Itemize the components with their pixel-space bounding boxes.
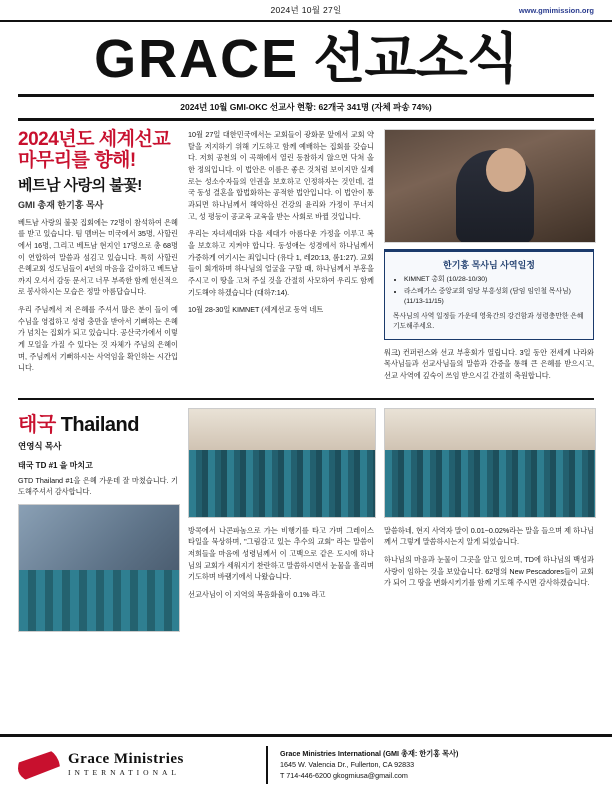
pastor-schedule-list [393,275,585,308]
thailand-title-kr: 태국 [18,413,56,436]
thailand-column-middle [188,408,374,632]
footer [0,734,612,792]
lead-headline-line1: 2024년도 세계선교 [18,129,171,150]
thailand-photo-secondary [18,504,180,632]
paragraph: 10월 28-30일 KIMNET (세계선교 동역 네트 [188,305,324,315]
lead-column-middle [188,129,374,388]
footer-address [280,748,458,781]
paragraph: 하나님의 마음과 눈물이 그곳을 알고 있으며, TD에 하나님의 백성과 사랑이 임하는 것을 보았습니다. 62명의 New Pescadores들이 교회가 되어 그 땅을 변화시키기를 함께 기도해 주시면 감사하겠습니다. [384,554,594,588]
paragraph: 워크) 컨퍼런스와 선교 부흥회가 열립니다. 3일 동안 전세계 나라와 목사님들과 선교사님들의 말씀과 간증을 통해 큰 은혜를 받으시고, 선교 사역에 깊숙이 쓰임 받으시길 간절히 축원합니다. [384,347,594,380]
masthead-title [18,29,594,89]
pastor-schedule-box [384,249,594,340]
pastor-schedule-title: 한기홍 목사님 사역일정 [443,260,535,270]
paragraph: GTD Thailand #1을 은혜 가운데 잘 마쳤습니다. 기도해주셔서 감사합니다. [18,475,178,497]
thailand-group-photo-2 [384,408,596,518]
footer-logo [18,747,254,783]
lead-body-middle [188,129,374,316]
thailand-title-en: Thailand [60,413,139,436]
website-url[interactable]: www.gmimission.org [518,5,594,15]
footer-logo-text [68,752,184,777]
paragraph: 10월 27일 대한민국에서는 교회들이 광화문 앞에서 교회 약탈을 저지하기 위해 기도하고 함께 예배하는 집회를 갖습니다. 저희 공천의 이 곡해에서 열린 동참하지 않으면 닥쳐 올 한 정의입니다. 이 법안은 이름은 좋은 것처럼 보이지만 실제로는 성소수자들의 인권을 보호하고 인정하자는 것인데, 결국 동성 결혼을 합법화하는 공적한 법안입니다. 이 법안이 통과되면 하나님께서 해악하신 건강의 윤리와 가정이 무너지고, 성 평등이 공교육 교육을 받는 사회로 바뀔 것입니다. [188,130,374,221]
swoosh-shape [18,747,60,783]
main-content [0,121,612,388]
issue-date: 2024년 10월 27일 [270,5,342,15]
thailand-column-right [384,408,594,632]
list-item: • KIMNET 총회 (10/28-10/30) [404,275,585,285]
thailand-article [0,400,612,632]
paragraph: 선교사님이 이 지역의 복음화율이 0.1% 라고 [188,589,326,599]
lead-subhead: 베트남 사랑의 불꽃! [18,176,142,194]
lead-body-left [18,217,178,375]
masthead-subtitle: 2024년 10월 GMI-OKC 선교사 현황: 62개국 341명 (자체 파송 74%) [18,97,594,121]
footer-address-line1: Grace Ministries International (GMI 총재: 한기홍 목사) [280,748,459,758]
masthead-title-kr: 선교소식 [313,29,518,89]
grace-swoosh-icon [18,747,60,783]
thailand-group-photo [188,408,376,518]
pastor-schedule-note: 목사님의 사역 일정들 가운데 영육간의 강건함과 성령충만한 은혜 기도해주세요. [393,312,584,331]
lead-column-right [384,129,594,388]
lead-headline [18,129,178,172]
lead-column-left [18,129,178,388]
lead-headline-line2: 마무리를 향해! [18,150,136,172]
thailand-subhead: 태국 TD #1 을 마치고 [18,460,93,470]
footer-logo-line2: INTERNATIONAL [68,767,180,777]
paragraph: 베트남 사랑의 불꽃 집회에는 72명이 참석하여 은혜를 받고 있습니다. 팀 멤버는 미국에서 35명, 사할린에서 16명, 그리고 베트남 현지인 17명으로 총 68명이 연합하여 말씀과 섬김고 있습니다. 특히 사할린 은혜교회 성도님들이 4년의 마음을 같이하고 베트남까지 오셔서 감동 문서고 너무 부족한 함께 헌신적으로 봉사하시는 모습은 정말 아름답습니다. [18,217,178,297]
paragraph: 우리는 자녀세대와 다음 세대가 아름다운 가정을 이루고 복을 보호하고 지켜야 합니다. 동성애는 성경에서 하나님께서 가증하게 여기시는 죄입니다 (유다 1, 레20:13, 롬1:27). 교회들이 회개하며 하나님의 얼굴을 구할 때, 하나님께서 부흥을 주시고 이 땅을 고쳐 주실 것을 간절히 사모하여 우리도 함께 기도해야 하겠습니다 (대하7:14). [188,229,374,297]
thailand-byline: 연영식 목사 [18,440,62,451]
footer-logo-line1: Grace Ministries [68,751,184,768]
paragraph: 우리 주님께서 저 은혜를 주셔서 많은 분이 들이 예수님을 영접하고 성령 충만을 받아서 기뻐하는 은혜가 넘치는 집회가 되고 있습니다. 공산국가에서 이렇게 모일을 가질 수 있다는 것 자체가 주님의 은혜이며, 주님께서 기뻐하시는 사역임을 확인하는 시간입니다. [18,305,178,373]
paragraph: 말씀하네, 현지 사역자 말이 0.01~0.02%라는 말을 들으며 제 하나님께서 그렇게 말씀하시는지 알게 되었습니다. [384,525,594,547]
thailand-title [18,408,178,437]
photo-crowd [189,450,375,517]
lead-byline: GMI 총재 한기홍 목사 [18,199,104,210]
top-bar [0,0,612,22]
footer-address-line3[interactable]: T 714-446-6200 gkogmiusa@gmail.com [280,771,408,781]
footer-address-line2: 1645 W. Valencia Dr., Fullerton, CA 92833 [280,759,415,769]
pastor-photo [384,129,596,243]
masthead-title-en: GRACE [94,29,300,89]
thailand-body-right [384,525,594,589]
thailand-intro [18,475,178,498]
lead-body-right [384,347,594,382]
thailand-body-middle [188,525,374,601]
masthead [0,22,612,89]
lead-article [18,129,594,388]
photo-crowd [385,450,595,517]
list-item: • 라스베가스 중앙교회 임당 부흥성회 (담임 임인철 목사님) (11/13-11/15) [404,287,585,307]
footer-divider [266,746,268,784]
thailand-column-left [18,408,178,632]
paragraph: 방콕에서 나콘파놈으로 가는 비행기를 타고 가며 그레이스 타일을 묵상하며, "그림감고 있는 추수의 교회" 라는 말씀이 저희들을 마음에 성령님께서 이 고백으로 같은 도시에 하나님의 교회가 세워지기 찬란하고 말씀하시면서 눈물을 흘리며 기도하며 바램기에서 나왔습니다. [188,525,374,582]
